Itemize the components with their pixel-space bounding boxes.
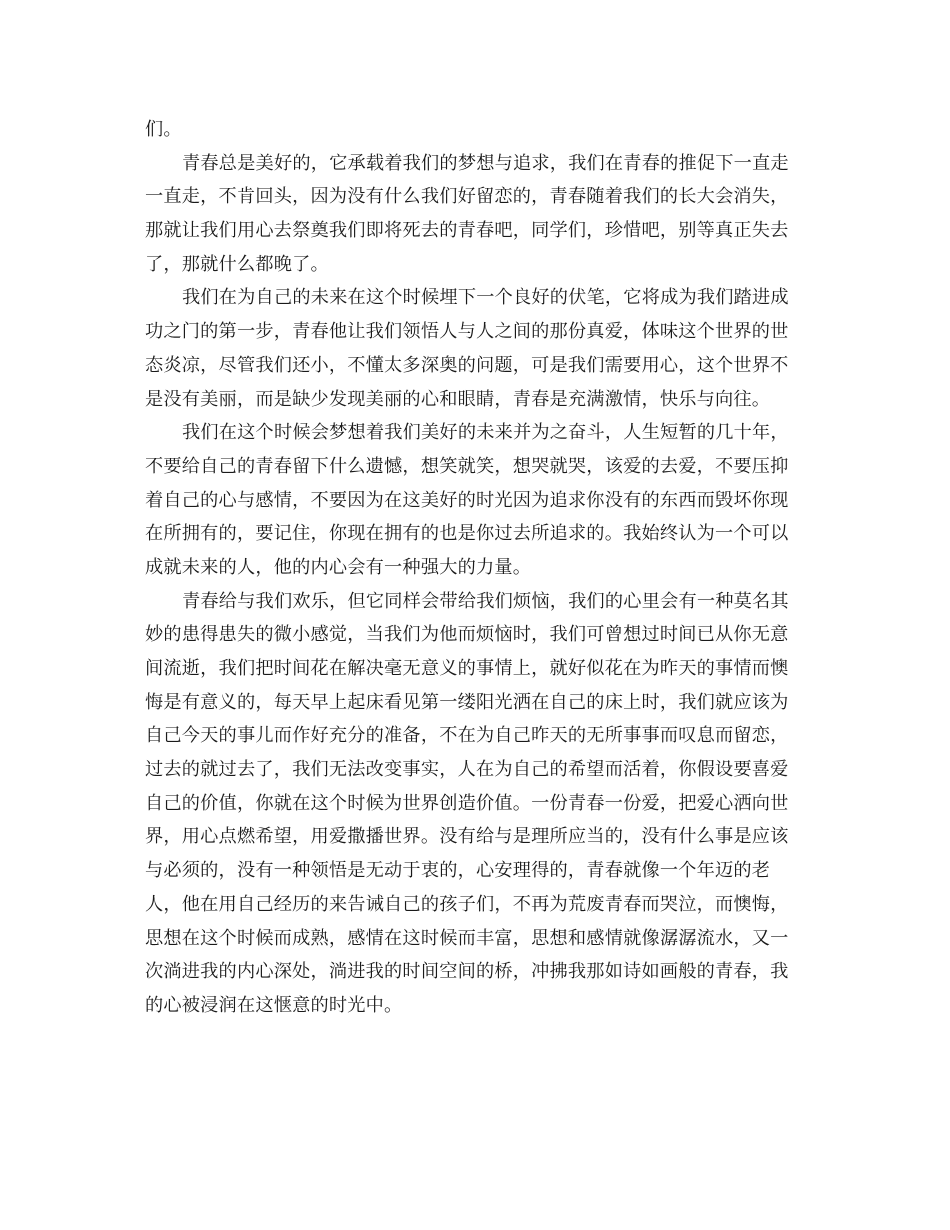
paragraph-first-line: 青春给与我们欢乐，但它同样会带给我们烦恼，我们的心里会有一种莫名其	[182, 590, 789, 612]
text-line: 功之门的第一步，青春他让我们领悟人与人之间的那份真爱，体味这个世界的世	[145, 321, 789, 343]
text-line: 了，那就什么都晚了。	[145, 253, 329, 275]
text-line: 自己的价值，你就在这个时候为世界创造价值。一份青春一份爱，把爱心洒向世	[145, 792, 789, 814]
paragraph-first-line: 我们在为自己的未来在这个时候埋下一个良好的伏笔，它将成为我们踏进成	[182, 287, 789, 309]
text-line: 思想在这个时候而成熟，感情在这时候而丰富，思想和感情就像潺潺流水，又一	[145, 927, 789, 949]
text-line: 们。	[145, 119, 182, 140]
paragraph-first-line: 青春总是美好的，它承载着我们的梦想与追求，我们在青春的推促下一直走	[182, 152, 789, 174]
text-line: 不要给自己的青春留下什么遗憾，想笑就笑，想哭就哭，该爱的去爱，不要压抑	[145, 455, 789, 477]
text-line: 一直走，不肯回头，因为没有什么我们好留恋的，青春随着我们的长大会消失，	[145, 186, 789, 208]
text-line: 是没有美丽，而是缺少发现美丽的心和眼睛，青春是充满激情，快乐与向往。	[145, 388, 771, 410]
text-line: 态炎凉，尽管我们还小，不懂太多深奥的问题，可是我们需要用心，这个世界不	[145, 354, 789, 376]
text-line: 在所拥有的，要记住，你现在拥有的也是你过去所追求的。我始终认为一个可以	[145, 523, 789, 545]
document-body	[145, 113, 803, 1023]
text-line: 着自己的心与感情，不要因为在这美好的时光因为追求你没有的东西而毁坏你现	[145, 489, 789, 511]
text-line: 间流逝，我们把时间花在解决毫无意义的事情上，就好似花在为昨天的事情而懊	[145, 658, 789, 679]
text-line: 人，他在用自己经历的来告诫自己的孩子们，不再为荒废青春而哭泣，而懊悔，	[145, 893, 789, 915]
text-line: 与必须的，没有一种领悟是无动于衷的，心安理得的，青春就像一个年迈的老	[145, 860, 771, 882]
text-line: 妙的患得患失的微小感觉，当我们为他而烦恼时，我们可曾想过时间已从你无意	[145, 624, 789, 646]
paragraph-first-line: 我们在这个时候会梦想着我们美好的未来并为之奋斗，人生短暂的几十年，	[182, 422, 789, 444]
text-line: 那就让我们用心去祭奠我们即将死去的青春吧，同学们，珍惜吧，别等真正失去	[145, 220, 789, 242]
text-line: 成就未来的人，他的内心会有一种强大的力量。	[145, 556, 532, 578]
text-line: 过去的就过去了，我们无法改变事实，人在为自己的希望而活着，你假设要喜爱	[145, 759, 789, 781]
text-line: 次淌进我的内心深处，淌进我的时间空间的桥，冲拂我那如诗如画般的青春，我	[145, 961, 789, 983]
text-line: 自己今天的事儿而作好充分的准备，不在为自己昨天的无所事事而叹息而留恋，	[145, 725, 789, 747]
text-line: 界，用心点燃希望，用爱撒播世界。没有给与是理所应当的，没有什么事是应该	[145, 826, 789, 848]
text-line: 悔是有意义的，每天早上起床看见第一缕阳光洒在自己的床上时，我们就应该为	[145, 691, 789, 713]
text-line: 的心被浸润在这惬意的时光中。	[145, 994, 403, 1016]
